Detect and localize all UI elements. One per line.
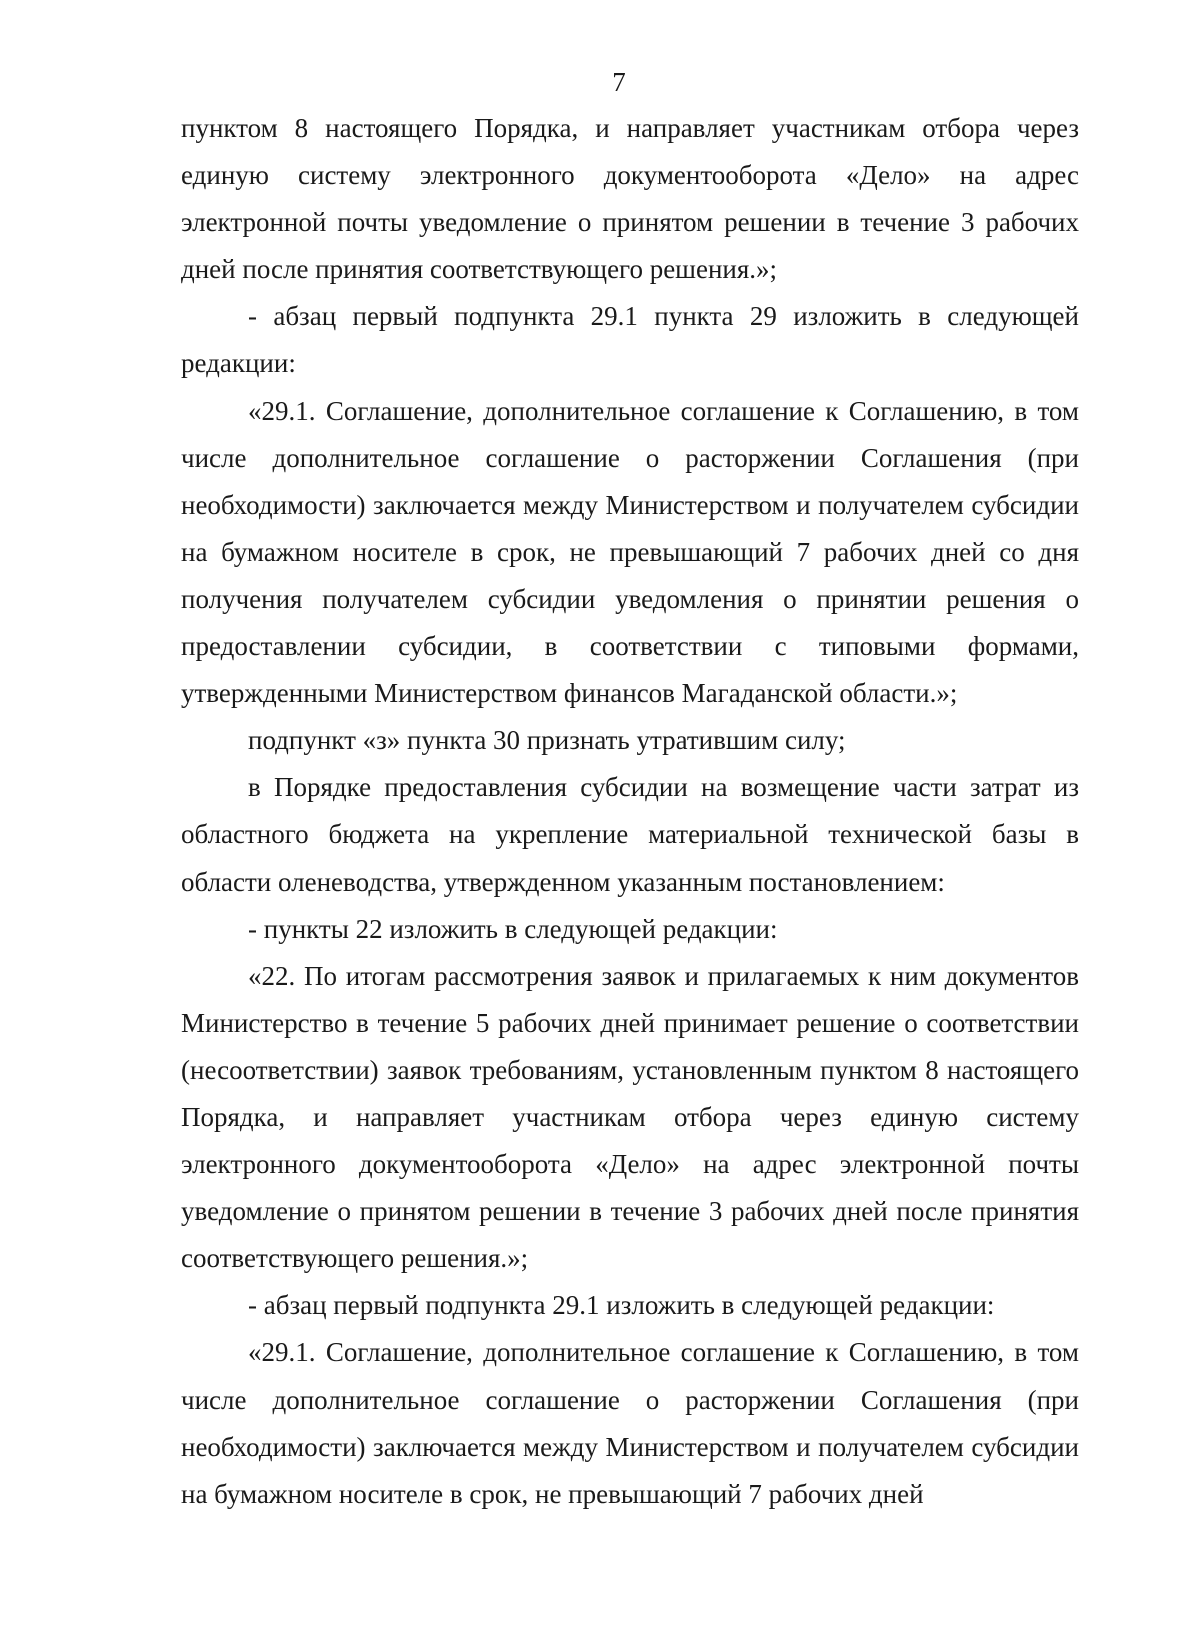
- document-body: [181, 105, 1079, 1518]
- paragraph: пунктом 8 настоящего Порядка, и направляет участникам отбора через единую систему электронного документооборота «Дело» на адрес электронной почты уведомление о принятом решении в течение 3 рабочих дней после принятия соответствующего решения.»;: [181, 113, 1079, 285]
- paragraph: «29.1. Соглашение, дополнительное соглашение к Соглашению, в том числе дополнительное соглашение о расторжении Соглашения (при необходимости) заключается между Министерством и получателем субсидии на бумажном носителе в срок, не превышающий 7 рабочих дней: [181, 1337, 1079, 1509]
- paragraph: - абзац первый подпункта 29.1 пункта 29 изложить в следующей редакции:: [181, 301, 1079, 379]
- paragraph: в Порядке предоставления субсидии на возмещение части затрат из областного бюджета на укрепление материальной технической базы в области оленеводства, утвержденном указанным постановлением:: [181, 772, 1079, 897]
- page-number: 7: [612, 67, 626, 97]
- paragraph: - пункты 22 изложить в следующей редакции:: [248, 913, 778, 944]
- paragraph: «29.1. Соглашение, дополнительное соглашение к Соглашению, в том числе дополнительное соглашение о расторжении Соглашения (при необходимости) заключается между Министерством и получателем субсидии на бумажном носителе в срок, не превышающий 7 рабочих дней со дня получения получателем субсидии уведомления о принятии решения о предоставлении субсидии, в соответствии с типовыми формами, утвержденными Министерством финансов Магаданской области.»;: [181, 395, 1079, 709]
- paragraph: «22. По итогам рассмотрения заявок и прилагаемых к ним документов Министерство в течение 5 рабочих дней принимает решение о соответствии (несоответствии) заявок требованиям, установленным пунктом 8 настоящего Порядка, и направляет участникам отбора через единую систему электронного документооборота «Дело» на адрес электронной почты уведомление о принятом решении в течение 3 рабочих дней после принятия соответствующего решения.»;: [181, 960, 1079, 1274]
- paragraph: подпункт «з» пункта 30 признать утратившим силу;: [248, 725, 846, 756]
- paragraph: - абзац первый подпункта 29.1 изложить в следующей редакции:: [248, 1290, 995, 1321]
